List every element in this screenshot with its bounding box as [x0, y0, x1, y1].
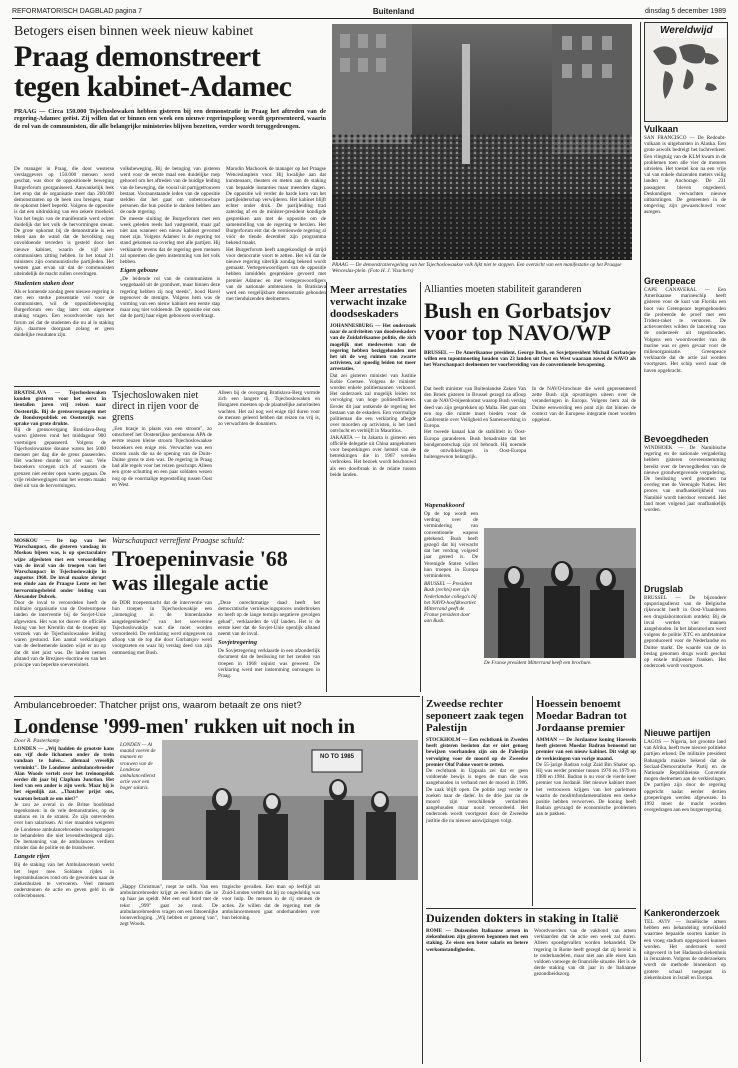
- arrestaties-text-2: JAKARTA — In Jakarta is gisteren een officiële delegatie uit China aangekomen voor besprekingen over herstel van de betrekkingen die in 1967 werden verbroken. Het bezoek wordt beschouwd als een doorbraak in de relatie tussen beide landen.: [330, 434, 416, 478]
- moskou-bold: MOSKOU — De top van het Warschaupact, die gisteren vandaag in Moskou bijeen was, is op spectaculaire wijze afgesloten met een veroordeling van de inval van de troepen van het Warschaupact in Tsjechoslowakije in augustus 1968. De inval maakte abrupt een einde aan de Praagse Lente en het hervormingsbeleid onder leiding van Alexander Dubcek.: [14, 538, 106, 600]
- allianties-col-2: [532, 386, 636, 423]
- divider-hoessein: [532, 696, 533, 906]
- londen-text-4: tragische gevallen. Een man op leeftijd uit Zuid-Londen vertelt dat hij zo ongeduldig was voor hulp. De mensen in de rij steunen de acties. Ze willen dat de regering met de ambulancemensen gaat onderhandelen over hun beloning.: [222, 884, 320, 922]
- header-date: dinsdag 5 december 1989: [645, 7, 726, 15]
- page-header: [12, 6, 726, 16]
- rule-londen: [14, 696, 420, 697]
- hoessein-bold: AMMAN — De Jordaanse koning Hoessein heeft gisteren Moedar Badran benoemd tot premier van een nieuw kabinet. Dit volgt op de verkiezingen van vorige maand.: [536, 737, 636, 762]
- italie-col-1: [426, 928, 528, 953]
- londen-text-2: Bij de staking van het Ambulanceteam werkt het leger mee. Soldaten rijden in legerambulances rond om de gewonden naar de ziekenhuizen te vervoeren. Veel mensen ondersteunen de actie en geven geld in de collectebussen.: [14, 862, 114, 900]
- allianties-text-1: Dat heeft minister van Buitenlandse Zaken Van den Broek gisteren in Brussel gezegd na afloop van de NAVO-bijeenkomst waarop Bush verslag deed van zijn gesprekken op Malta. Het gaat om een top die ruimte moet bieden voor de Conferentie over Veiligheid en Samenwerking in Europa.: [424, 386, 526, 430]
- brief-partijen: [644, 728, 726, 813]
- bratislava-story: [14, 390, 106, 489]
- londen-sub: Langste rijen: [14, 853, 50, 861]
- londen-col-4: [222, 884, 320, 921]
- troepen-kicker: Warschaupact verreffent Praagse schuld:: [112, 536, 245, 545]
- lead-sub-2: Eigen gebouw: [120, 267, 159, 275]
- hoessein-text: De 55-jarige Badran volgt Zaid Bin Shaker op. Hij was eerder premier tussen 1976 en 1979 en 1980 en 1984. Badran is nu voor de vierde keer premier van Jordanië. Het nieuwe kabinet moet het vertrouwen krijgen van het parlement waarin de moslimfundamentalisten een sterke positie hebben verworven. De koning heeft Badran gevraagd de economische problemen aan te pakken.: [536, 761, 636, 818]
- troepen-headline-2: was illegale actie: [112, 570, 269, 595]
- brief-greenpeace: [644, 276, 726, 374]
- lead-body-3: Marodin Machocek de manager op het Praagse Wenceslasplein voor. Hij kwalijke aan dat kunstenaars, theaters en meten aan de staking van bepaalde instanties maar meerdere dagen. De oppositie wil verder de harde kern van het partijleiderschap verwijderen. Het kabinet blijft echter onder druk. De partijleiding trad zaterdag af en de minister-president kondigde gesprekken aan met de oppositie om de samenstelling van de regering te herzien. Het Burgerforum eist dat de vernieuwde regering al vóór de tiende december zijn programma bekend maakt.: [226, 166, 326, 247]
- lead-headline-2: tegen kabinet-Adamec: [14, 70, 292, 103]
- lead-body-6: „De leidende rol van de communisten is weggehaald uit de grondwet, maar binnen deze regering hebben zij nog steeds", bood Havel tegenover de menigte. Volgens hem was de vorming van een nieuw kabinet een eerste stap maar nog niet voldoende. De oppositie eist ook dat de partij haar eigen gebouwen overdraagt.: [120, 276, 220, 320]
- divider-bottom: [422, 696, 423, 1064]
- bratislava-bold: BRATISLAVA — Tsjechoslowaken konden gisteren voor het eerst in tientallen jaren vrij reizen naar Oostenrijk. Bij de grensovergangen met de Bondsrepubliek en Oostenrijk was sprake van grote drukte.: [14, 390, 106, 428]
- allianties-headline-1: Bush en Gorbatsjov: [424, 298, 612, 323]
- section-title: Buitenland: [372, 6, 415, 16]
- zweedse-headline: Zweedse rechter seponeert zaak tegen Palestijn: [426, 698, 524, 734]
- brief-partijen-text: LAGOS — Nigeria, het grootste land van Afrika, heeft twee nieuwe politieke partijen erkend. De militaire president Babangida maakte bekend dat de Sociaal-Democratische Partij en de Nationale Republikeinse Conventie mogen deelnemen aan de verkiezingen. De partijen zijn door de regering opgericht nadat eerder dertien groeperingen werden afgewezen. In 1992 moet de macht worden overgedragen aan een burgerregering.: [644, 739, 726, 814]
- rule-bratislava: [14, 386, 320, 387]
- troepen-col-2: [218, 600, 320, 679]
- italie-headline: Duizenden dokters in staking in Italië: [426, 911, 619, 925]
- brief-partijen-title: Nieuwe partijen: [644, 728, 711, 738]
- allianties-text-3: In de NAVO-brochure die werd gepresenteerd zette Bush zijn opvattingen uiteen over de veranderingen in Europa. Volgens hem zal de Duitse eenwording een punt zijn dat binnen de context van de Europese integratie moet worden opgelost.: [532, 386, 636, 424]
- tsjech-story-cont: [218, 390, 320, 427]
- allianties-photo-caption: BRUSSEL — President Bush (rechts) met zijn Nederlandse collega's bij het NAVO-hoofdkwartier. Mitterrand geeft de Franse president door aan Bush.: [424, 581, 477, 625]
- brief-greenpeace-text: CAPE CANAVERAL — Een Amerikaanse marineschip heeft gisteren voor de kust van Florida een boot van Greenpeace tegengehouden die probeerde de proef met een Trident-raket te verstoren. De actievoerders wilden de lancering van de onderzeeër uit tegenhouden. Volgens een woordvoerder van de marine was er geen gevaar voor de milieuorganisatie. Greenpeace verklaarde dat de actie zal worden voortgezet. Het schip werd naar de haven opgebracht.: [644, 287, 726, 374]
- column-divider: [640, 22, 641, 1062]
- moskou-text: Door de inval te veroordelen heeft de militaire organisatie van de Oosteuropese landen de interventie bij de Sovjet-Unie afgewezen. Het was tot dusver de officiële lezing van het Kremlin dat de troepen op verzoek van de Tsjechoslowaakse leiding waren gestuurd. Een aantal verklaringen van de deelnemende landen wijst er nu op dat dit niet juist was. De landen nemen afstand van de Brezjnev-doctrine en van het principe van beperkte soevereiniteit.: [14, 600, 106, 669]
- brief-vulkaan-title: Vulkaan: [644, 124, 679, 134]
- lead-col-3: [226, 166, 326, 302]
- londen-intro: LONDEN — „Wij hadden de grootste kans om vijf dode lichamen onder de trein vandaan te halen... allemaal vreselijk verminkt". De Londense ambulancebroeder Alan Woods vertelt over het treinongeluk eerder dit jaar bij Clapham Junction. Het leed van een ander is zijn werk. Maar hij is het eigenlijk zat. „Thatcher prijst ons, waarom betaalt ze ons niet?": [14, 746, 114, 802]
- allianties-sub: Wapenakkoord: [424, 502, 465, 509]
- tsjech-text-2: Alleen bij de overgang Bratislava-Berg vormde zich een langere rij. Tsjechoslowaken en Hongaren moesten op de plaatselijke autoriteiten wachten. Het zal nog wel enige tijd duren voor de mensen geleerd hebben dat reizen nu vrij is, zo verwachten de douaniers.: [218, 390, 320, 428]
- lead-body-1: De manager in Praag, die door westerse verslaggevers op 150.000 mensen werd geschat, was door de oppositionele beweging Burgerforum georganiseerd. Aanvankelijk leek het erop dat de organisatie meer dan 200.000 demonstranten op de been zou brengen, maar de opkomst bleef beperkt. Volgens de oppositie is dat een uitdrukking van een zekere moeheid. Van het begin van de manifestatie werd echter duidelijk dat het volk de hervormingen steunt. De grote opkomst bij de demonstratie is een teken aan de wand dat de bevolking nog onvoldoende tevreden is gesteld door het nieuwe kabinet, waarin de vijf niet-communisten zitting hebben. In het totaal 21 ministers zijn communistische partijleden. Het westen gaat ervan uit dat de communisten uiteindelijk de macht zullen overdragen.: [14, 166, 114, 278]
- lead-body-7: Het Burgerforum heeft aangekondigd de strijd voor democratie voort te zetten. Het wil dat de nieuwe regering uiterlijk zondag bekend wordt gemaakt. Vertegenwoordigers van de oppositie hebben inmiddels gesprekken gevoerd met premier Adamec en met vertegenwoordigers van de nationale ambtenaren. In Bratislava werd een vergelijkbare demonstratie gehouden met tienduizenden deelnemers.: [226, 246, 326, 303]
- italie-bold: ROME — Duizenden Italiaanse artsen in ziekenhuizen zijn gisteren begonnen met een staking. Ze eisen een beter salaris en betere werkomstandigheden.: [426, 928, 528, 953]
- moskou-story: [14, 538, 106, 668]
- allianties-text-2: Het tweede kanaal kan de stabiliteit in Oost-Europa garanderen. Bush benadrukte dat het bondgenootschap zijn rol behoudt. Hij noemde de ontwikkelingen in Oost-Europa buitengewoon belangrijk.: [424, 429, 526, 461]
- rule-troepen: [14, 534, 320, 535]
- lead-intro: PRAAG — Circa 150.000 Tsjechoslowaken hebben gisteren bij een demonstratie in Praag het aftreden van de regering-Adamec geëist. Zij willen dat er binnen een week een nieuwe regeringsploeg wordt gepresenteerd, waarin de rol van de communisten, die alle belangrijke ministeries blijven bezetten, verder wordt teruggedrongen.: [14, 108, 326, 130]
- brief-vulkaan-text: SAN FRANCISCO — De Redoubt-vulkaan is uitgebarsten in Alaska. Een grote aswolk bedreigt het luchtverkeer. Een vliegtuig van de KLM kwam in de problemen toen alle vier de motoren uitvielen. Het toestel kon na een vrije val van enkele duizenden meters veilig landen in Anchorage. De 231 passagiers bleven ongedeerd. Deskundigen verwachten nieuwe uitbarstingen. De gemeenten in de omgeving zijn gewaarschuwd voor asregen.: [644, 135, 726, 216]
- italie-text: Woordvoerders van de vakbond van artsen verklaarden dat de actie een week zal duren. Alleen spoedgevallen worden behandeld. De regering in Rome heeft gezegd dat zij bereid is te onderhandelen, maar niet aan alle eisen kan voldoen vanwege de financiële situatie. Het is de derde staking van dit jaar in de Italiaanse gezondheidszorg.: [534, 928, 636, 978]
- divider-mid: [326, 282, 327, 692]
- lead-body-5: De meeste sluiting de Burgerforum met een week geleden reeds had vastgesteld, maar gaf niet aan wanneer een nieuw kabinet gevormd moet zijn. Volgens Adamec is de regering tot stand gekomen na overleg met alle partijen. Hij verklaarde tevens dat de regering geen mensen zal opnemen die geen instemming van het volk hebben.: [120, 215, 220, 266]
- allianties-text-4: Op de top wordt een verdrag over de vermindering van conventionele wapens getekend. Bush heeft gezegd dat hij verwacht dat het verdrag volgend jaar gereed is. De Verenigde Staten willen hun troepen in Europa verminderen.: [424, 511, 478, 580]
- londen-kicker: Ambulancebroeder: Thatcher prijst ons, waarom betaalt ze ons niet?: [14, 700, 302, 711]
- zweedse-bold: STOCKHOLM — Een rechtbank in Zweden heeft gisteren besloten dat er niet genoeg bewijzen voorhanden zijn om de Palestijn vervolging voor de moord op de Zweedse premier Olof Palme voort te zetten.: [426, 737, 528, 768]
- rule-italie: [426, 908, 636, 909]
- ambulance-protest-photo: [162, 740, 418, 880]
- allianties-kicker: Allianties moeten stabiliteit garanderen: [424, 284, 582, 295]
- brief-drugslab-title: Drugslab: [644, 584, 684, 594]
- lead-body-4: volksbeweging. Bij de betoging van gisteren werd voor de eerste maal een duidelijke roep gehoord om het aftreden van de huidige leiding van de beweging, die vooral uit partijgetrouwen bestaat. Vooraanstaande leden van de oppositie stelden dat het gaat om onbetrouwbare personen die hun positie te danken hebben aan de oude regering.: [120, 166, 220, 216]
- arrestaties-bold: JOHANNESBURG — Het onderzoek naar de activiteiten van doodseskaders van de Zuidafrikaanse politie, die zich mogelijk met medeweten van de regering hebben beziggehouden met het uit de weg ruimen van zwarte activisten, zal spoedig leiden tot meer arrestaties.: [330, 323, 416, 373]
- brief-greenpeace-title: Greenpeace: [644, 276, 696, 286]
- lead-headline-1: Praag demonstreert: [14, 40, 261, 73]
- bratislava-text: Bij de grensovergang Bratislava-Berg waren gisteren rond het middaguur 900 voertuigen gepasseerd. Volgens de Tsjechoslowaakse douane waren het 5000 mensen per dag die de grens passeerden. Het wachten duurde tot vier uur. Vele bezoekers vroegen zich af waarom de grenzen niet eerder open waren gegaan. De vrije reisbewegingen naar het westen maakt deel uit van de hervormingen.: [14, 427, 106, 490]
- zweedse-story: [426, 698, 528, 824]
- brief-bevoegdheden-text: WINDHOEK — De Namibische regering en de nationale vergadering hebben gisteren overeenstemming bereikt over de bevoegdheden van de nieuwe grondwetgevende vergadering. De beslissing werd genomen na overleg met de Verenigde Naties. Het proces van onafhankelijkheid van Namibië wordt hierdoor versneld. Het land moet volgend jaar onafhankelijk worden.: [644, 445, 726, 514]
- arrestaties-text: Dat zei gisteren minister van Justitie Kobie Coetsee. Volgens de minister worden enkele politiemannen verhoord. Het onderzoek zal mogelijk leiden tot vervolging van hoge politieofficieren. Eerder dit jaar ontkende de regering het bestaan van de eskaders. Een voormalige politieman die een verklaring aflegde over moorden op activisten, is het land ontvlucht en verblijft in Mauritius.: [330, 372, 416, 435]
- londen-byline: Door R. Pasterkamp: [14, 738, 60, 744]
- brief-kanker-title: Kankeronderzoek: [644, 908, 720, 918]
- bush-nato-photo: [484, 528, 636, 658]
- hoessein-headline: Hoessein benoemt Moedar Badran tot Jordaanse premier: [536, 698, 627, 734]
- londen-side-caption: LONDEN — Al maand voeren de mannen en vrouwen van de Londense ambulancedienst actie voor een hoger salaris.: [120, 742, 156, 792]
- londen-headline: Londense '999-men' rukken uit noch in: [14, 714, 355, 738]
- hoessein-story: [536, 698, 636, 818]
- tsjech-headline: Tsjechoslowaken niet direct in rijen voor de grens: [112, 390, 199, 423]
- troepen-col-1: [112, 600, 212, 656]
- allianties-intro: BRUSSEL — De Amerikaanse president, George Bush, en Sovjetpresident Michail Gorbatsjov willen een topontmoeting houden van 23 landen uit Oost en West waaraan zowel de NAVO als het Warschaupact deelnemen ter voorbereiding van de conventionele bewapening.: [424, 350, 636, 369]
- wereldwijd-title: Wereldwijd: [660, 24, 726, 38]
- allianties-photo-prefix: De Franse president Mitterrand heeft een brochure.: [484, 660, 592, 666]
- allianties-col-1: [424, 386, 526, 460]
- allianties-headline-2: voor top NAVO/WP: [424, 320, 611, 345]
- londen-text-1: Je zou ze overal in de Britse hoofdstad tegenkomen: in de vele demonstraties, op de stations en in de straten. Ze zijn ontevreden over hun salarissen. Al vier maanden weigeren de Londense ambulancebroeders noodoproepen te behandelen die niet levensbedreigend zijn. De bemanning van de ambulances verdient minder dan de politie en de brandweer.: [14, 801, 114, 852]
- divider-allianties: [420, 282, 421, 692]
- tsjech-story: [112, 390, 212, 488]
- troepen-headline-1: Troepeninvasie '68: [112, 546, 288, 571]
- protest-sign-text: NO TO 1985: [320, 754, 354, 760]
- header-rule: [12, 18, 726, 19]
- lead-body-2: Als er komende zondag geen nieuwe regering is met een sterke presentatie vol voor de communisten, wil de oppositiebeweging Burgerforum een dag later om algemene staking vragen. Een woordvoerder van het forum zei dat de studenten die nu al in staking zijn, daarmee doorgaan zolang er geen duidelijke resultaten zijn.: [14, 288, 114, 339]
- brief-drugslab: [644, 584, 726, 669]
- londen-text-3: „Happy Christmas", roept ze zelfs. Van een ambulancebroeder krijgt ze een button die ze op haar jas speldt. Met een oud bord met de tekst „999" gaat ze rond. De ambulancebroeders vragen om een fatsoenlijke loonsverhoging. „Wij hebben er genoeg van", zegt Woods.: [120, 884, 218, 928]
- lead-sub-1: Studenten staken door: [14, 279, 74, 287]
- brief-kanker: [644, 908, 726, 981]
- troepen-text-3: De Sovjetregering verklaarde in een afzonderlijk document dat de beslissing tot het zenden van troepen in 1968 onjuist was geweest. De verklaring werd met instemming ontvangen in Praag.: [218, 648, 320, 680]
- londen-col-3: [120, 884, 218, 927]
- lead-kicker: Betogers eisen binnen week nieuw kabinet: [14, 24, 254, 39]
- zweedse-text: De rechtbank in Uppsala zei dat er geen voldoende bewijs is tegen de man die was aangehouden in verband met de moord in 1986. De zaak blijft open. De politie zegt verder te zoeken naar de dader. In de drie jaar na de moord zijn verschillende verdachten aangehouden maar nooit veroordeeld. Het onderzoek wordt voortgezet door de Zweedse justitie die nu nieuwe aanwijzingen volgt.: [426, 768, 528, 824]
- brief-vulkaan: [644, 124, 726, 216]
- brief-bevoegdheden: [644, 434, 726, 513]
- header-left: REFORMATORISCH DAGBLAD pagina 7: [12, 7, 143, 15]
- arrestaties-headline: Meer arrestaties verwacht inzake doodseskaders: [330, 284, 407, 320]
- londen-col-1: [14, 746, 114, 900]
- italie-col-2: [534, 928, 636, 978]
- lead-photo-caption: PRAAG — De demonstratieregelimg van het Tsjechoslowaakse volk lijkt niet te stoppen. Een overzicht van een manifestatie op het Praagse Wenceslas-plein. (Foto H. J. Visschers): [332, 262, 622, 275]
- troepen-text-1: de DDR troepenmacht dat de interventie van hun troepen in Tsjechoslowakije een „inmenging in de binnenlandse aangelegenheden" van het soevereine Tsjechoslowakije was die moet worden veroordeeld. De verklaring werd uitgegeven na afloop van de top die door Gorbatsjov werd voorgezeten en waar hij verslag deed van zijn ontmoeting met Bush.: [112, 600, 212, 656]
- tsjech-text: „Een brasje in plaats van een stroom", zo omschreef het Oostenrijkse persbureau APA de eerste reuzen kleine stroom Tsjechoslowaakse bezoekers een enige reis. Verwachte was een stroom zoals die na de opening van de Duits-Duitse grens te zien was. De regering in Praag had alle regels voor het reizen geschrapt. Alleen een grote schutting en een paar soldaten wezen nog op de voormalige tegenstelling tussen Oost en West.: [112, 426, 212, 488]
- allianties-caption-box: [424, 500, 478, 625]
- brief-drugslab-text: BRUSSEL — De bijzondere opsporingsdienst van de Belgische rijkswacht heeft in Oost-Vlaanderen een drugslaboratorium ontdekt. Bij de inval werden vier mannen aangehouden. In het laboratorium werd volgens de politie XTC en amfetamine geproduceerd voor de Nederlandse en Duitse markt. De waarde van de in beslag genomen drugs wordt geschat op enkele miljoenen franken. Het onderzoek wordt voortgezet.: [644, 595, 726, 670]
- lead-col-1: [14, 166, 114, 338]
- arrestaties-story: [330, 284, 416, 478]
- troepen-text-2: „Deze onrechtmatige daad heeft het democratische vernieuwingsproces onderbroken en heeft op de lange termijn negatieve gevolgen gehad", verklaarden de vijf landen. Het is de eerste keer dat de Sovjet-Unie openlijk afstand neemt van de inval.: [218, 600, 320, 638]
- prague-demonstration-photo: [332, 24, 632, 260]
- troepen-sub: Sovjetregering: [218, 639, 257, 647]
- brief-kanker-text: TEL AVIV — Israëlische artsen hebben een behandeling ontwikkeld waarmee bepaalde soorten kanker in een vroeg stadium opgespoord kunnen worden. Het onderzoek werd uitgevoerd in het Hadassah-ziekenhuis in Jeruzalem. Volgens de onderzoekers wordt de methode binnenkort op grotere schaal toegepast in ziekenhuizen in Israël en Europa.: [644, 919, 726, 981]
- lead-col-2: [120, 166, 220, 320]
- brief-bevoegdheden-title: Bevoegdheden: [644, 434, 709, 444]
